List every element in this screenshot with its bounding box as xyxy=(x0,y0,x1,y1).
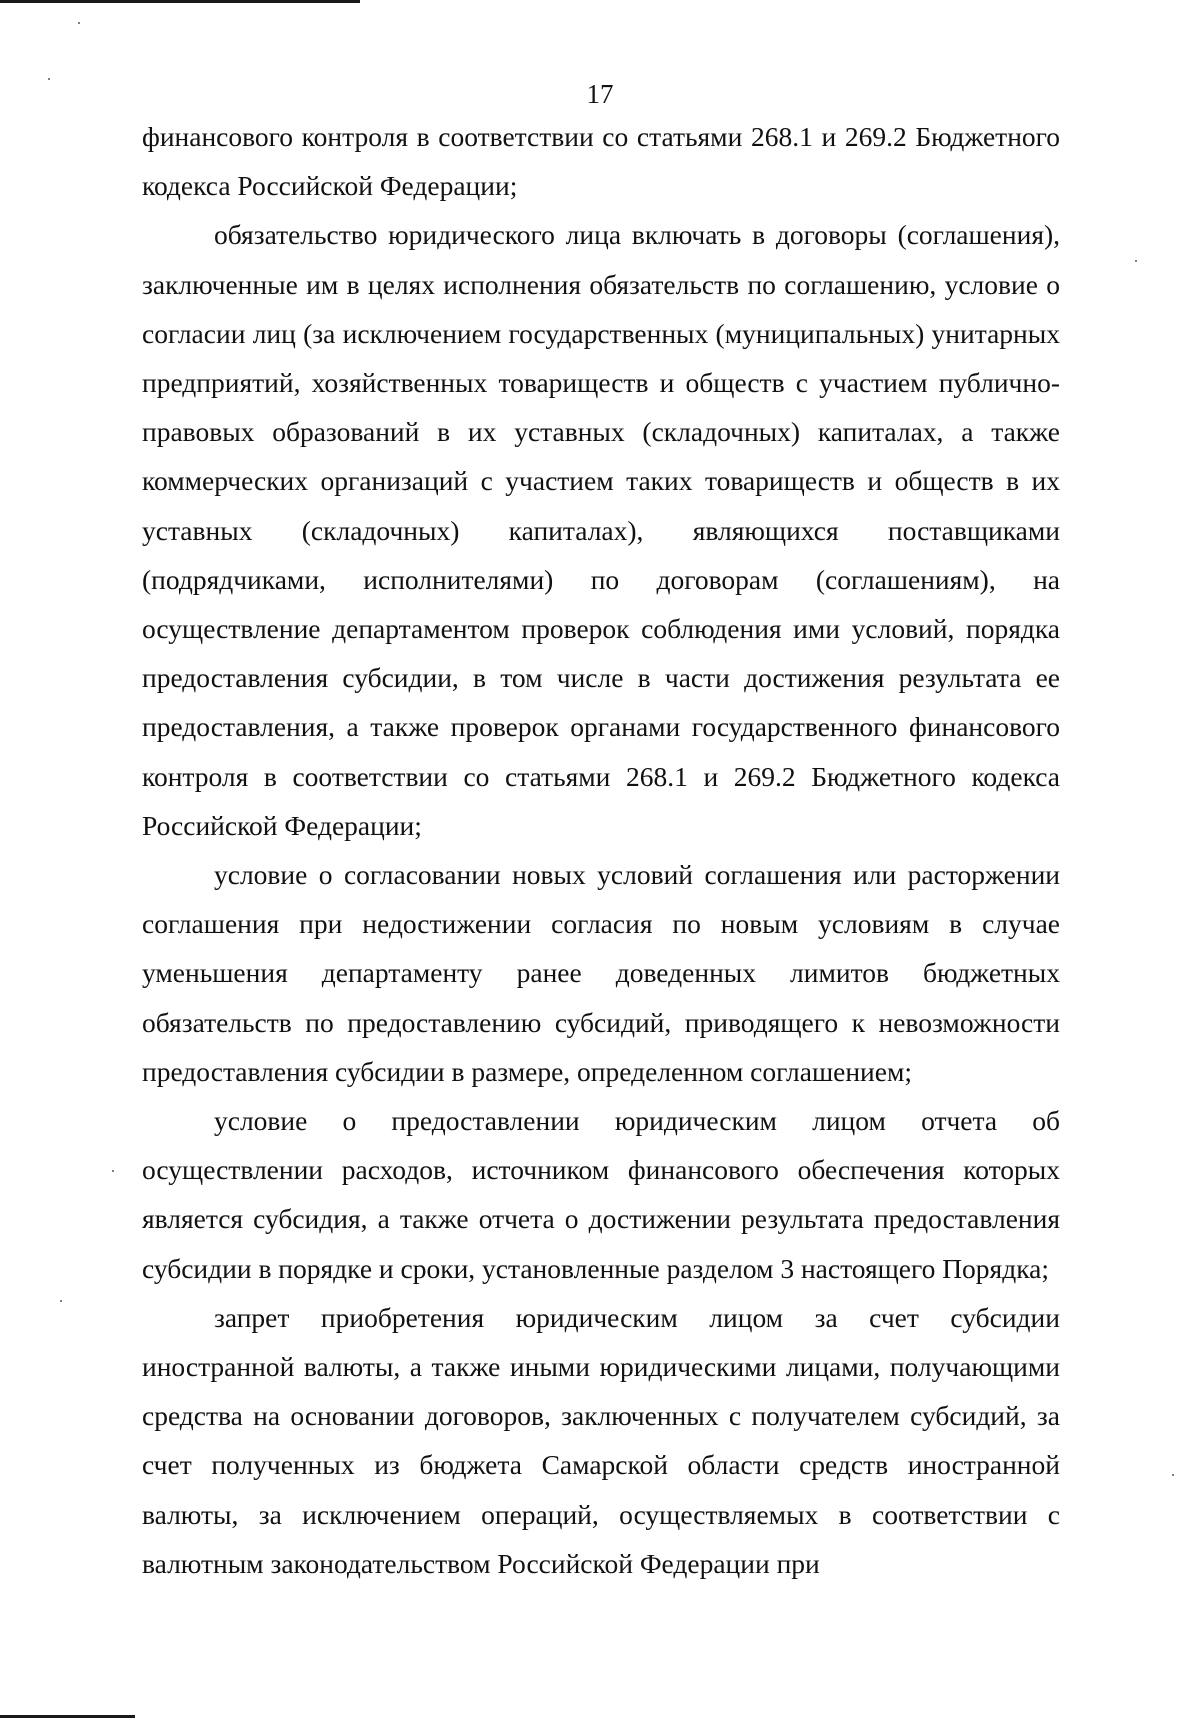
scan-edge-top xyxy=(0,0,360,3)
scan-speck xyxy=(1135,260,1137,262)
scan-speck xyxy=(1172,1474,1174,1476)
scan-speck xyxy=(112,1170,114,1172)
scan-speck xyxy=(60,1300,62,1302)
page-number: 17 xyxy=(586,79,614,109)
paragraph-obligation-contracts: обязательство юридического лица включать в договоры (соглашения), заключенные им в целях исполнения обязательств по соглашению, условие о согласии лиц (за исключением государственных (муниципальных) унитарных предприятий, хозяйственных товариществ и обществ с участием публично-правовых образований в их уставных (складочных) капиталах, а также коммерческих организаций с участием таких товариществ и обществ в их уставных (складочных) капиталах), являющихся поставщиками (подрядчиками, исполнителями) по договорам (соглашениям), на осуществление департаментом проверок соблюдения ими условий, порядка предоставления субсидии, в том числе в части достижения результата ее предоставления, а также проверок органами государственного финансового контроля в соответствии со статьями 268.1 и 269.2 Бюджетного кодекса Российской Федерации; xyxy=(142,219,1060,841)
paragraph-currency-prohibition: запрет приобретения юридическим лицом за счет субсидии иностранной валюты, а также иными юридическими лицами, получающими средства на основании договоров, заключенных с получателем субсидий, за счет полученных из бюджета Самарской области средств иностранной валюты, за исключением операций, осуществляемых в соответствии с валютным законодательством Российской Федерации при xyxy=(142,1301,1060,1579)
document-body xyxy=(142,112,1060,1588)
scan-speck xyxy=(48,78,50,80)
paragraph-reporting-condition: условие о предоставлении юридическим лицом отчета об осуществлении расходов, источником финансового обеспечения которых является субсидия, а также отчета о достижении результата предоставления субсидии в порядке и сроки, установленные разделом 3 настоящего Порядка; xyxy=(142,1105,1060,1284)
paragraph-continuation: финансового контроля в соответствии со статьями 268.1 и 269.2 Бюджетного кодекса Российской Федерации; xyxy=(142,121,1060,202)
paragraph-agreement-renegotiation: условие о согласовании новых условий соглашения или расторжении соглашения при недостижении согласия по новым условиям в случае уменьшения департаменту ранее доведенных лимитов бюджетных обязательств по предоставлению субсидий, приводящего к невозможности предоставления субсидии в размере, определенном соглашением; xyxy=(142,859,1060,1087)
scan-speck xyxy=(78,22,80,24)
